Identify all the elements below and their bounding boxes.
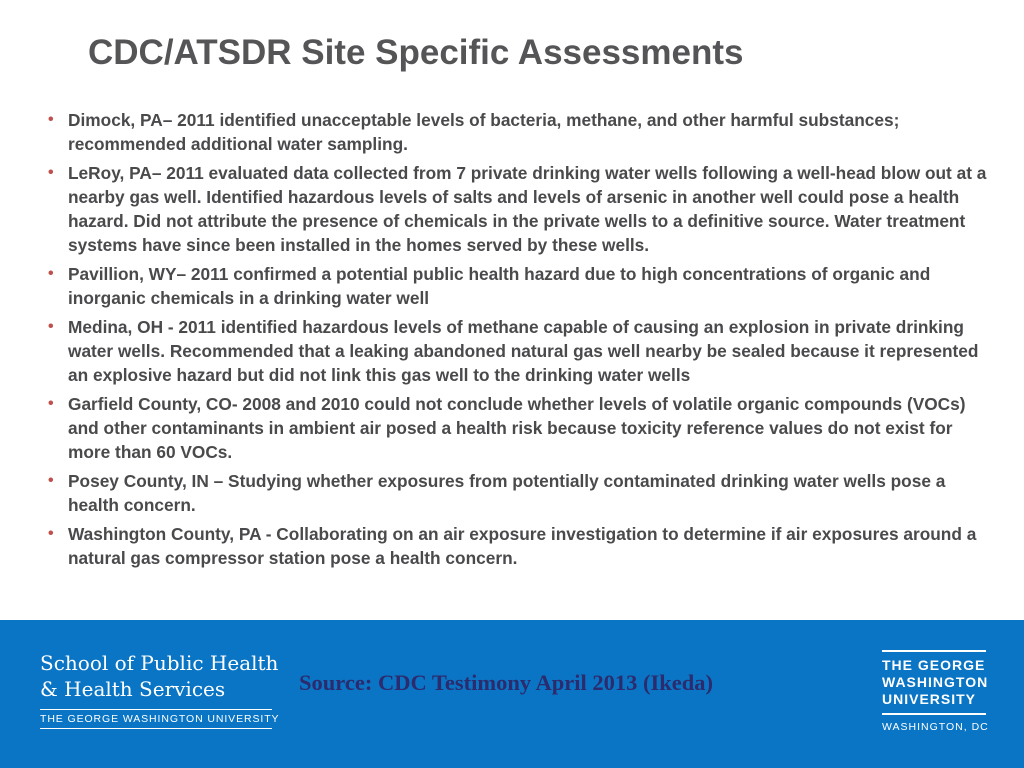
school-logo-line2: & Health Services <box>40 677 226 701</box>
school-logo-line1: School of Public Health <box>40 651 279 675</box>
bullet-item-leroy <box>48 161 988 257</box>
gwu-logo-line1: THE GEORGE <box>882 657 986 673</box>
school-logo-divider-bottom <box>40 728 272 729</box>
bullet-item-washington <box>48 522 988 570</box>
bullet-text: Washington County, PA - Collaborating on an air exposure investigation to determine if air exposures around a natural gas compressor station pose a health concern. <box>68 524 977 568</box>
school-logo <box>40 650 280 729</box>
school-logo-university: THE GEORGE WASHINGTON UNIVERSITY <box>40 713 280 725</box>
bullet-icon: • <box>48 525 54 542</box>
bullet-list <box>48 108 988 575</box>
bullet-icon: • <box>48 395 54 412</box>
gwu-logo-city: WASHINGTON, DC <box>882 721 989 733</box>
source-citation: Source: CDC Testimony April 2013 (Ikeda) <box>299 670 713 695</box>
gwu-logo <box>882 650 990 733</box>
bullet-text: Pavillion, WY– 2011 confirmed a potential public health hazard due to high concentrations of organic and inorganic chemicals in a drinking water well <box>68 264 931 308</box>
bullet-icon: • <box>48 472 54 489</box>
bullet-item-medina <box>48 315 988 387</box>
bullet-item-garfield <box>48 392 988 464</box>
bullet-text: Medina, OH - 2011 identified hazardous levels of methane capable of causing an explosion in private drinking water wells. Recommended that a leaking abandoned natural gas well nearby be sealed because it represented an explosive hazard but did not link this gas well to the drinking water wells <box>68 317 979 385</box>
bullet-text: LeRoy, PA– 2011 evaluated data collected from 7 private drinking water wells following a well-head blow out at a nearby gas well. Identified hazardous levels of salts and levels of arsenic in another well could pose a health hazard. Did not attribute the presence of chemicals in the private wells to a definitive source. Water treatment systems have since been installed in the homes served by these wells. <box>68 163 987 255</box>
gwu-logo-line3: UNIVERSITY <box>882 691 977 707</box>
slide-title: CDC/ATSDR Site Specific Assessments <box>88 33 744 72</box>
bullet-item-pavillion <box>48 262 988 310</box>
bullet-icon: • <box>48 265 54 282</box>
bullet-item-posey <box>48 469 988 517</box>
bullet-text: Dimock, PA– 2011 identified unacceptable levels of bacteria, methane, and other harmful substances; recommended additional water sampling. <box>68 110 900 154</box>
school-logo-divider <box>40 709 272 710</box>
bullet-item-dimock <box>48 108 988 156</box>
bullet-icon: • <box>48 111 54 128</box>
bullet-text: Garfield County, CO- 2008 and 2010 could not conclude whether levels of volatile organic compounds (VOCs) and other contaminants in ambient air posed a health risk because toxicity reference values do not exist for more than 60 VOCs. <box>68 394 966 462</box>
bullet-text: Posey County, IN – Studying whether exposures from potentially contaminated drinking water wells pose a health concern. <box>68 471 946 515</box>
gwu-logo-name <box>882 652 990 713</box>
bullet-icon: • <box>48 164 54 181</box>
gwu-logo-line2: WASHINGTON <box>882 674 989 690</box>
bullet-icon: • <box>48 318 54 335</box>
